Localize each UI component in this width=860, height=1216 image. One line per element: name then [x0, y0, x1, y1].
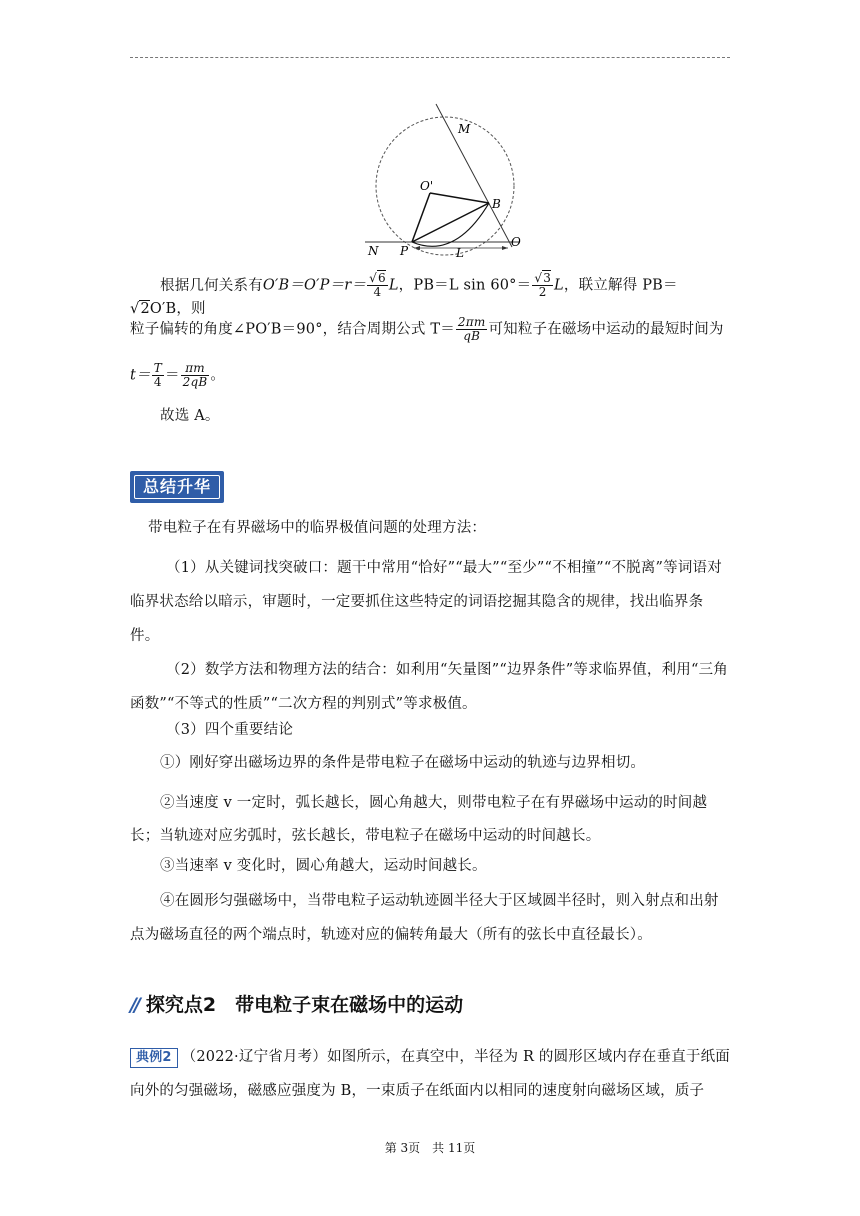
label-O: O	[511, 235, 521, 249]
geometry-figure	[360, 100, 540, 260]
label-N: N	[368, 244, 379, 258]
label-P: P	[400, 244, 409, 258]
label-O-prime: O'	[420, 179, 434, 193]
solution-line-1: 根据几何关系有O′B＝O′P＝r＝ $\frac{√6}{4}$ L，PB＝L sin 60°＝ $\frac{√3}{2}$ L，联立解得 PB＝√2O′B，则	[130, 271, 678, 317]
example-paragraph: 典例2 （2022·辽宁省月考）如图所示，在真空中，半径为 R 的圆形区域内存在垂直于纸面向外的匀强磁场，磁感应强度为 B，一束质子在纸面内以相同的速度射向磁场区域，质子	[130, 1049, 730, 1099]
conclusion-1: ①）刚好穿出磁场边界的条件是带电粒子在磁场中运动的轨迹与边界相切。	[160, 755, 646, 771]
summary-intro: 带电粒子在有界磁场中的临界极值问题的处理方法：	[148, 520, 487, 536]
solution-choice: 故选 A。	[160, 408, 220, 424]
line-MO	[436, 104, 512, 247]
label-M: M	[458, 122, 471, 136]
header-dashed-rule	[130, 57, 730, 58]
conclusion-2: ②当速度 v 一定时，弧长越长，圆心角越大，则带电粒子在有界磁场中运动的时间越长；当轨迹对应劣弧时，弦长越长，带电粒子在磁场中运动的时间越长。	[130, 795, 708, 844]
section-heading: // 探究点2 带电粒子束在磁场中的运动	[130, 994, 464, 1016]
conclusion-4: ④在圆形匀强磁场中，当带电粒子运动轨迹圆半径大于区域圆半径时，则入射点和出射点为磁场直径的两个端点时，轨迹对应的偏转角最大（所有的弦长中直径最长）。	[130, 893, 719, 943]
conclusion-3: ③当速率 v 变化时，圆心角越大，运动时间越长。	[160, 858, 487, 874]
solution-line-3: t＝ $\frac{T}{4}$ ＝ $\frac{\pi m}{2qB}$ 。	[130, 361, 226, 389]
solution-line-2: 粒子偏转的角度∠PO′B＝90°，结合周期公式 T＝ $\frac{2\pi m}{qB}$ 可知粒子在磁场中运动的最短时间为	[130, 315, 724, 343]
summary-item-2: （2）数学方法和物理方法的结合：如利用“矢量图”“边界条件”等求临界值，利用“三角函数”“不等式的性质”“二次方程的判别式”等求极值。	[130, 662, 728, 712]
page-footer: 第 3页 共 11页	[384, 1141, 476, 1155]
slash-icon: //	[130, 994, 138, 1016]
summary-badge: 总结升华	[130, 471, 224, 503]
dashed-circle	[376, 117, 514, 255]
label-L: L	[456, 246, 464, 260]
summary-item-1: （1）从关键词找突破口：题干中常用“恰好”“最大”“至少”“不相撞”“不脱离”等词语对临界状态给以暗示，审题时，一定要抓住这些特定的词语挖掘其隐含的规律，找出临界条件。	[130, 560, 722, 644]
segment-OB	[430, 193, 489, 203]
label-B: B	[492, 197, 501, 211]
example-badge: 典例2	[130, 1048, 178, 1068]
summary-item-3: （3）四个重要结论	[166, 722, 294, 738]
